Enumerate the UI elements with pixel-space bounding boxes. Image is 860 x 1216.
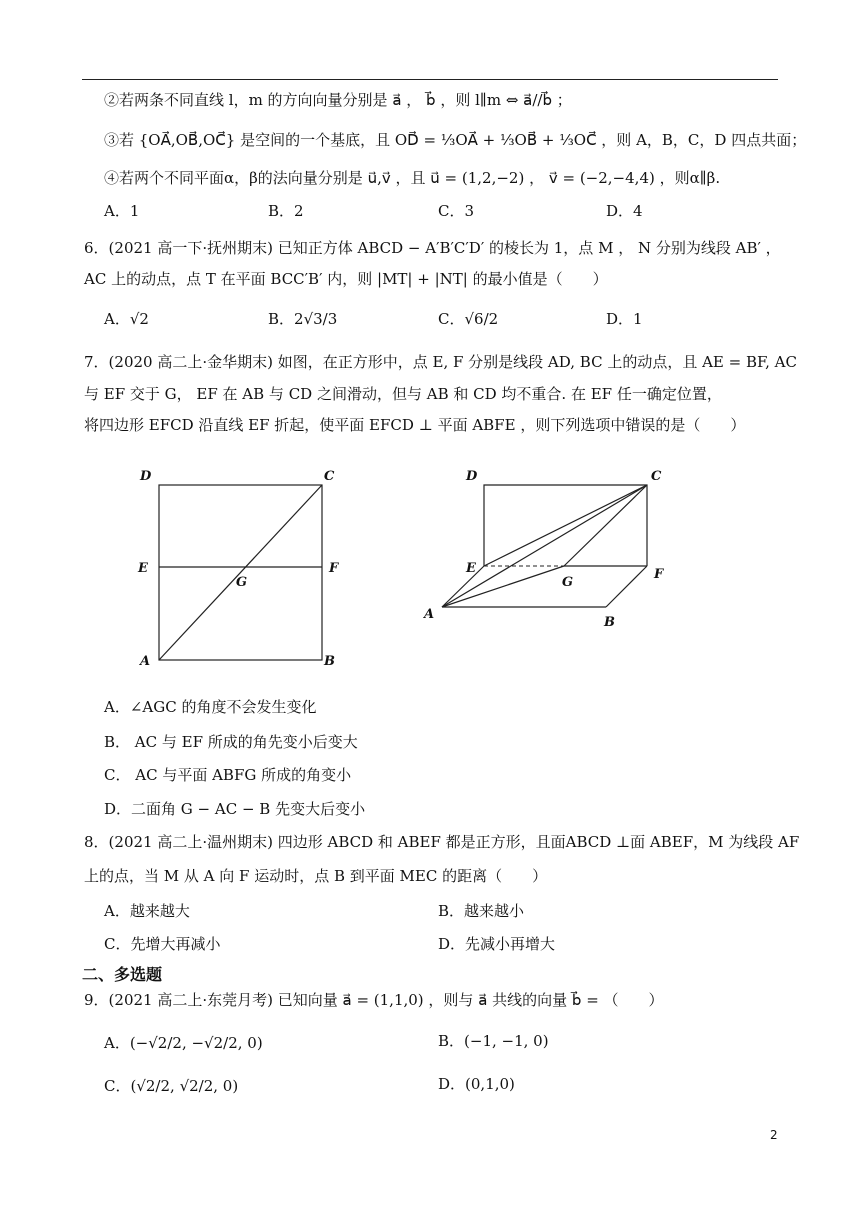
q6-option-d[interactable]: D．1	[606, 310, 643, 328]
q9-option-b[interactable]: B．(−1, −1, 0)	[438, 1032, 549, 1050]
label-c: C	[651, 469, 662, 484]
page-number: 2	[770, 1128, 778, 1142]
q6-option-b[interactable]: B．2√3/3	[268, 310, 338, 328]
q6-options	[104, 309, 784, 329]
statement-2: ②若两条不同直线 l，m 的方向向量分别是 a⃗ ， b⃗ ，则 l∥m ⇔ a⃗//b⃗ ；	[104, 91, 572, 109]
q7-line3: 将四边形 EFCD 沿直线 EF 折起，使平面 EFCD ⊥ 平面 ABFE ，则下列选项中错误的是（ ）	[84, 416, 746, 434]
label-b: B	[604, 615, 615, 630]
segment-ac	[159, 485, 322, 660]
q6-option-c[interactable]: C．√6/2	[438, 310, 499, 328]
q9-line1: 9．(2021 高二上·东莞月考) 已知向量 a⃗ = (1,1,0) ，则与 a⃗ 共线的向量 b⃗ = （ ）	[84, 991, 664, 1009]
label-g: G	[562, 575, 574, 590]
q8-line1: 8．(2021 高二上·温州期末) 四边形 ABCD 和 ABEF 都是正方形，且面ABCD ⊥面 ABEF，M 为线段 AF	[84, 833, 800, 851]
q5-option-d[interactable]: D．4	[606, 202, 643, 220]
q7-option-a[interactable]: A．∠AGC 的角度不会发生变化	[104, 698, 317, 716]
q7-line2: 与 EF 交于 G， EF 在 AB 与 CD 之间滑动，但与 AB 和 CD 均不重合. 在 EF 任一确定位置，	[84, 385, 722, 403]
segment-fb	[606, 566, 647, 607]
segment-ag	[442, 566, 564, 607]
statement-3: ③若 {OA⃗,OB⃗,OC⃗} 是空间的一个基底，且 OD⃗ = ⅓OA⃗ + ⅓OB⃗ + ⅓OC⃗ ，则 A，B，C，D 四点共面；	[104, 131, 807, 149]
label-d: D	[140, 469, 152, 484]
q6-line1: 6．(2021 高一下·抚州期末) 已知正方体 ABCD − A′B′C′D′ 的棱长为 1，点 M ， N 分别为线段 AB′ ，	[84, 239, 781, 257]
q5-option-b[interactable]: B．2	[268, 202, 304, 220]
section-heading-multi-choice: 二、多选题	[82, 965, 163, 984]
q8-option-a[interactable]: A．越来越大	[104, 902, 190, 920]
q5-option-a[interactable]: A．1	[104, 202, 140, 220]
q9-option-a[interactable]: A．(−√2/2, −√2/2, 0)	[104, 1034, 263, 1052]
label-e: E	[138, 561, 148, 576]
q6-line2: AC 上的动点，点 T 在平面 BCC′B′ 内，则 |MT| + |NT| 的最小值是（ ）	[84, 270, 608, 288]
q7-option-b[interactable]: B． AC 与 EF 所成的角先变小后变大	[104, 733, 358, 751]
q8-option-b[interactable]: B．越来越小	[438, 902, 525, 920]
label-b: B	[324, 654, 335, 669]
q7-figure-folded	[418, 460, 688, 635]
q7-option-c[interactable]: C． AC 与平面 ABFG 所成的角变小	[104, 766, 352, 784]
q8-option-c[interactable]: C．先增大再减小	[104, 935, 221, 953]
segment-ae	[442, 566, 484, 607]
q9-option-d[interactable]: D．(0,1,0)	[438, 1075, 515, 1093]
label-f: F	[329, 561, 339, 576]
label-e: E	[466, 561, 476, 576]
label-c: C	[324, 469, 335, 484]
label-d: D	[466, 469, 478, 484]
segment-ec	[484, 485, 647, 566]
label-a: A	[140, 654, 151, 669]
q7-option-d[interactable]: D．二面角 G − AC − B 先变大后变小	[104, 800, 366, 818]
segment-ac	[442, 485, 647, 607]
q7-line1: 7．(2020 高二上·金华期末) 如图，在正方形中，点 E, F 分别是线段 AD, BC 上的动点，且 AE = BF, AC	[84, 353, 797, 371]
label-a: A	[424, 607, 435, 622]
label-g: G	[236, 575, 248, 590]
q7-figure-square	[130, 460, 350, 670]
q8-line2: 上的点，当 M 从 A 向 F 运动时，点 B 到平面 MEC 的距离（ ）	[84, 867, 548, 885]
q6-option-a[interactable]: A．√2	[104, 310, 149, 328]
q5-option-c[interactable]: C．3	[438, 202, 475, 220]
statement-4: ④若两个不同平面α，β的法向量分别是 u⃗,v⃗ ，且 u⃗ = (1,2,−2) ， v⃗ = (−2,−4,4) ，则α∥β.	[104, 169, 721, 187]
q9-option-c[interactable]: C．(√2/2, √2/2, 0)	[104, 1077, 239, 1095]
q5-options	[104, 201, 784, 221]
q8-option-d[interactable]: D．先减小再增大	[438, 935, 556, 953]
segment-gc	[564, 485, 647, 566]
header-rule	[82, 79, 778, 80]
label-f: F	[654, 567, 664, 582]
